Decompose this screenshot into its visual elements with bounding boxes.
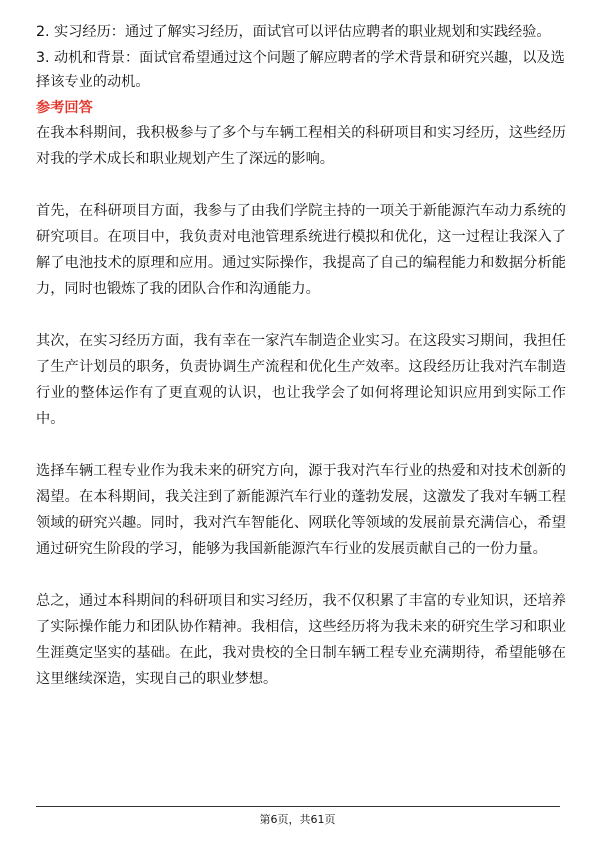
list-item-internship: 2. 实习经历：通过了解实习经历，面试官可以评估应聘者的职业规划和实践经验。 — [36, 24, 551, 40]
footer-divider — [36, 806, 560, 807]
page-number: 第6页，共61页 — [259, 813, 336, 826]
answer-paragraph-internship: 其次，在实习经历方面，我有幸在一家汽车制造企业实习。在这段实习期间，我担任了生产计划员的职务，负责协调生产流程和优化生产效率。这段经历让我对汽车制造行业的整体运作有了更直观的认识，也让我学会了如何将理论知识应用到实际工作中。 — [36, 333, 566, 427]
list-item-motivation: 3. 动机和背景：面试官希望通过这个问题了解应聘者的学术背景和研究兴趣，以及选择该专业的动机。 — [36, 50, 565, 90]
answer-paragraph-research: 首先，在科研项目方面，我参与了由我们学院主持的一项关于新能源汽车动力系统的研究项目。在项目中，我负责对电池管理系统进行模拟和优化，这一过程让我深入了解了电池技术的原理和应用。通过实际操作，我提高了自己的编程能力和数据分析能力，同时也锻炼了我的团队合作和沟通能力。 — [36, 203, 566, 297]
answer-heading: 参考回答 — [36, 100, 93, 116]
page-content — [36, 20, 566, 692]
answer-paragraph-intro: 在我本科期间，我积极参与了多个与车辆工程相关的科研项目和实习经历，这些经历对我的学术成长和职业规划产生了深远的影响。 — [36, 125, 566, 167]
answer-paragraph-motivation: 选择车辆工程专业作为我未来的研究方向，源于我对汽车行业的热爱和对技术创新的渴望。在本科期间，我关注到了新能源汽车行业的蓬勃发展，这激发了我对车辆工程领域的研究兴趣。同时，我对汽车智能化、网联化等领域的发展前景充满信心，希望通过研究生阶段的学习，能够为我国新能源汽车行业的发展贡献自己的一份力量。 — [36, 463, 566, 557]
answer-paragraph-conclusion: 总之，通过本科期间的科研项目和实习经历，我不仅积累了丰富的专业知识，还培养了实际操作能力和团队协作精神。我相信，这些经历将为我未来的研究生学习和职业生涯奠定坚实的基础。在此，我对贵校的全日制车辆工程专业充满期待，希望能够在这里继续深造，实现自己的职业梦想。 — [36, 593, 566, 687]
